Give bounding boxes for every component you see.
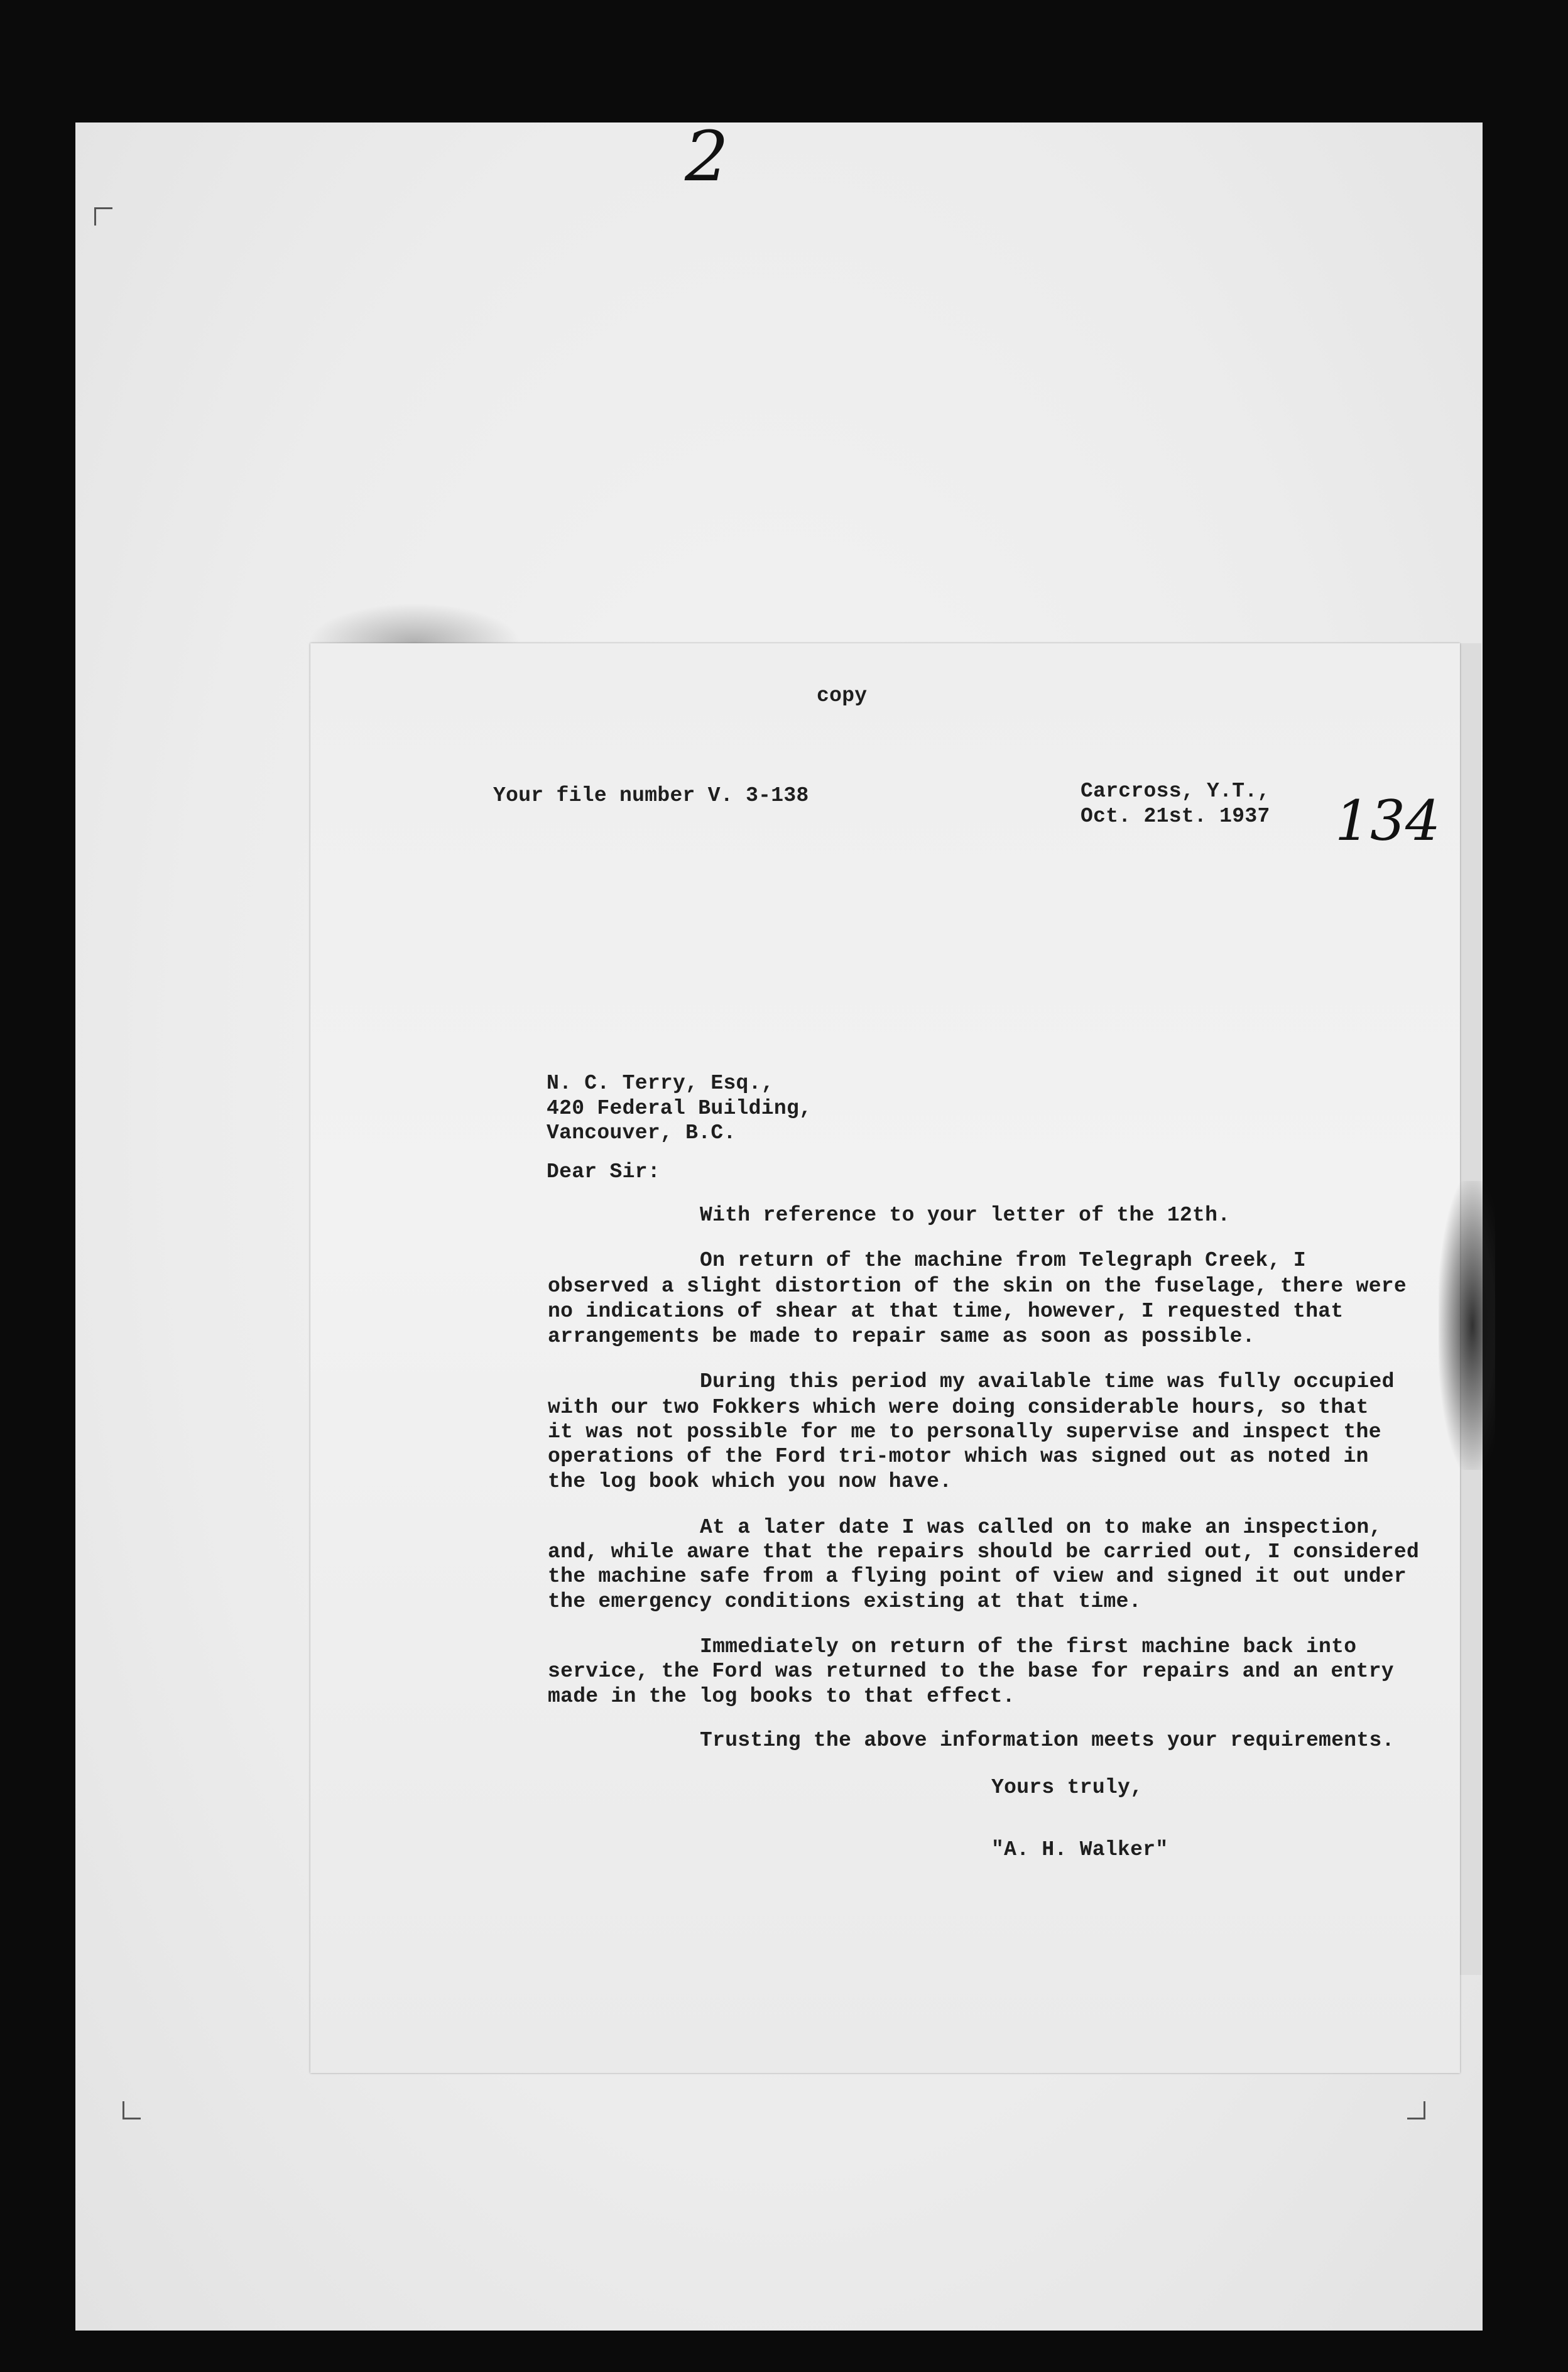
paragraph-line: At a later date I was called on to make an inspection, (700, 1516, 1382, 1539)
paragraph-line: operations of the Ford tri-motor which was signed out as noted in (548, 1445, 1369, 1468)
letter-sheet (310, 643, 1460, 2073)
paragraph-line: During this period my available time was fully occupied (700, 1370, 1395, 1393)
recipient-line: N. C. Terry, Esq., (547, 1072, 774, 1095)
handwritten-mark: 2 (685, 116, 729, 197)
paragraph-line: with our two Fokkers which were doing considerable hours, so that (548, 1396, 1369, 1419)
date: Oct. 21st. 1937 (1081, 805, 1270, 828)
dark-smudge (1439, 1181, 1495, 1470)
paragraph-line: the machine safe from a flying point of view and signed it out under (548, 1565, 1407, 1588)
recipient-line: Vancouver, B.C. (547, 1121, 736, 1145)
frame-corner-mark (1407, 2101, 1425, 2119)
recipient-line: 420 Federal Building, (547, 1097, 812, 1120)
paragraph-line: the log book which you now have. (548, 1470, 952, 1493)
paragraph-line: Immediately on return of the first machine back into (700, 1635, 1357, 1658)
paragraph-line: it was not possible for me to personally supervise and inspect the (548, 1420, 1381, 1444)
file-number: Your file number V. 3-138 (493, 784, 809, 807)
paragraph-line: made in the log books to that effect. (548, 1685, 1015, 1708)
paragraph-line: observed a slight distortion of the skin on the fuselage, there were (548, 1275, 1407, 1298)
paragraph-line: and, while aware that the repairs should be carried out, I considered (548, 1540, 1420, 1564)
paragraph-line: no indications of shear at that time, however, I requested that (548, 1300, 1344, 1323)
frame-corner-mark (94, 207, 112, 226)
paragraph-line: On return of the machine from Telegraph Creek, I (700, 1249, 1306, 1272)
signature: "A. H. Walker" (991, 1838, 1168, 1861)
salutation: Dear Sir: (547, 1160, 660, 1183)
paragraph-line: arrangements be made to repair same as soon as possible. (548, 1325, 1255, 1348)
closing: Yours truly, (991, 1776, 1143, 1799)
copy-label: copy (817, 684, 868, 707)
place: Carcross, Y.T., (1081, 780, 1270, 803)
paragraph-line: Trusting the above information meets your requirements. (700, 1729, 1395, 1752)
paragraph-line: With reference to your letter of the 12th. (700, 1204, 1231, 1227)
paragraph-line: service, the Ford was returned to the base for repairs and an entry (548, 1660, 1394, 1683)
paragraph-line: the emergency conditions existing at that time. (548, 1590, 1141, 1613)
handwritten-page-number: 134 (1335, 788, 1440, 853)
frame-corner-mark (122, 2101, 141, 2119)
